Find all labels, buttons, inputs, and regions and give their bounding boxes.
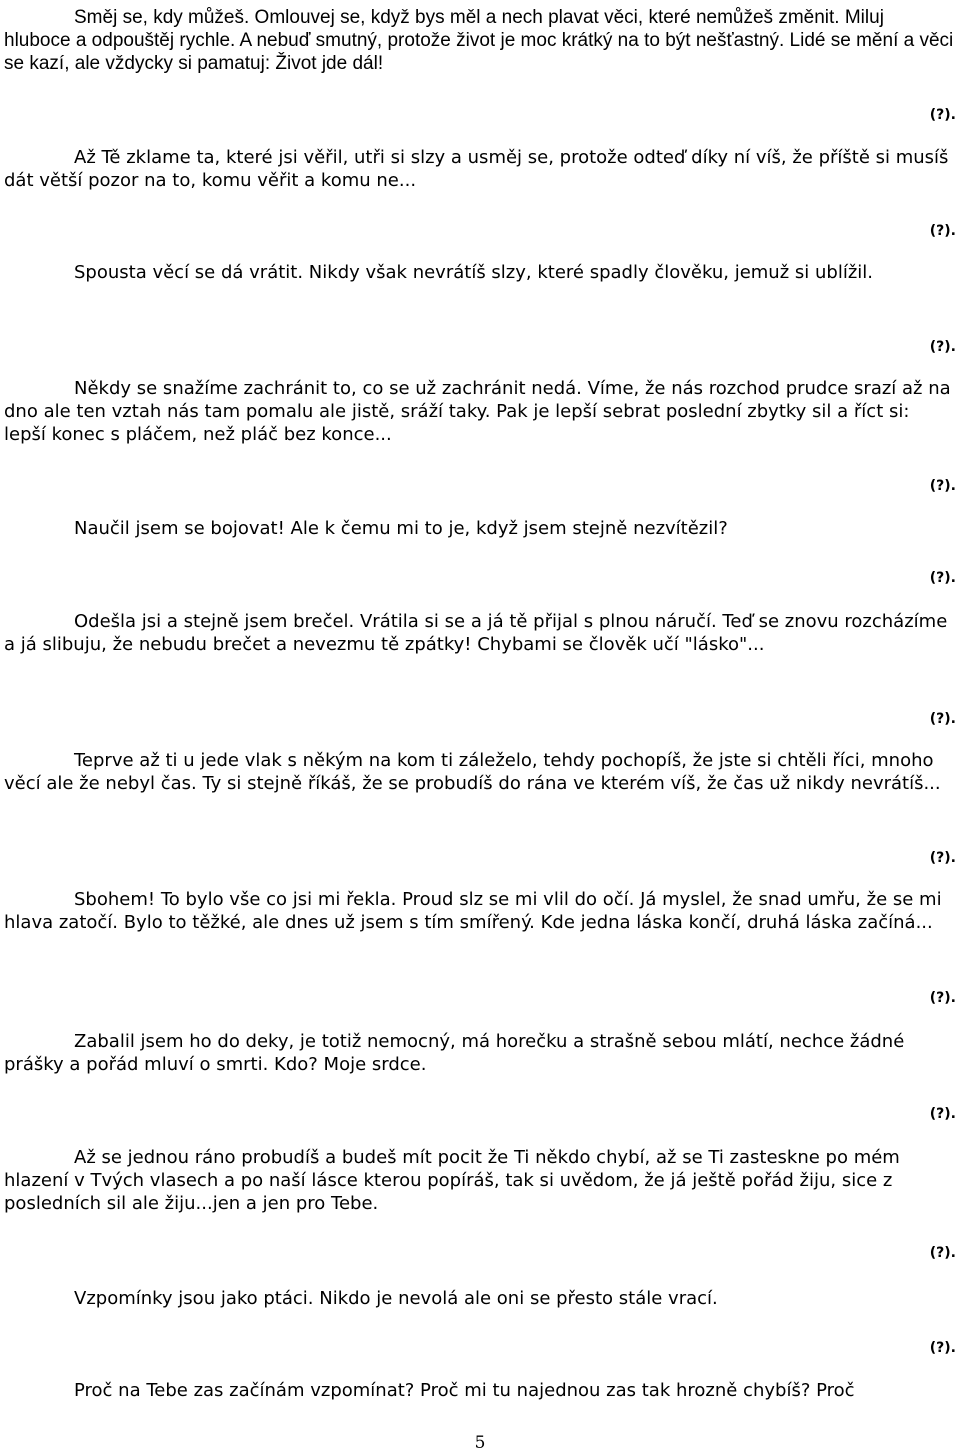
quote-paragraph-4: Někdy se snažíme zachránit to, co se už zachránit nedá. Víme, že nás rozchod prudce srazí až na dno ale ten vztah nás tam pomalu ale jistě, sráží taky. Pak je lepší sebrat poslední zbytky sil a říct si: lepší konec s pláčem, než pláč bez konce... [4,378,951,445]
quote-author-1: (?). [929,107,956,123]
quote-paragraph-3: Spousta věcí se dá vrátit. Nikdy však nevrátíš slzy, které spadly člověku, jemuž si ublížil. [74,262,873,283]
quote-paragraph-7: Teprve až ti u jede vlak s někým na kom ti záleželo, tehdy pochopíš, že jste si chtěli říci, mnoho věcí ale že nebyl čas. Ty si stejně říkáš, že se probudíš do rána ve kterém víš, že čas už nikdy nevrátíš... [4,750,941,794]
quote-paragraph-9: Zabalil jsem ho do deky, je totiž nemocný, má horečku a strašně sebou mlátí, nechce žádné prášky a pořád mluví o smrti. Kdo? Moje srdce. [4,1031,905,1075]
quote-paragraph-11: Vzpomínky jsou jako ptáci. Nikdo je nevolá ale oni se přesto stále vrací. [74,1288,718,1309]
quote-author-2: (?). [929,223,956,239]
quote-author-7: (?). [929,850,956,866]
quote-author-6: (?). [929,711,956,727]
quote-author-9: (?). [929,1106,956,1122]
quote-author-4: (?). [929,478,956,494]
quote-paragraph-6: Odešla jsi a stejně jsem brečel. Vrátila si se a já tě přijal s plnou náručí. Teď se znovu rozcházíme a já slibuju, že nebudu brečet a nevezmu tě zpátky! Chybami se člověk učí "lásko"... [4,611,948,655]
quote-author-8: (?). [929,990,956,1006]
quote-paragraph-8: Sbohem! To bylo vše co jsi mi řekla. Proud slz se mi vlil do očí. Já myslel, že snad umřu, že se mi hlava zatočí. Bylo to těžké, ale dnes už jsem s tím smířený. Kde jedna láska končí, druhá láska začíná... [4,889,942,933]
quote-author-11: (?). [929,1340,956,1356]
quote-author-5: (?). [929,570,956,586]
page-number: 5 [474,1433,486,1453]
quote-paragraph-10: Až se jednou ráno probudíš a budeš mít pocit že Ti někdo chybí, až se Ti zasteskne po mém hlazení v Tvých vlasech a po naší lásce kterou popíráš, tak si uvědom, že já ještě pořád žiju, sice z posledních sil ale žiju...jen a jen pro Tebe. [4,1147,900,1214]
quote-paragraph-1: Směj se, kdy můžeš. Omlouvej se, když bys měl a nech plavat věci, které nemůžeš změnit. Miluj hluboce a odpouštěj rychle. A nebuď smutný, protože život je moc krátký na to být nešťastný. Lidé se mění a věci se kazí, ale vždycky si pamatuj: Život jde dál! [4,7,954,74]
quote-author-3: (?). [929,339,956,355]
quote-paragraph-2: Až Tě zklame ta, které jsi věřil, utři si slzy a usměj se, protože odteď díky ní víš, že příště si musíš dát větší pozor na to, komu věřit a komu ne... [4,147,949,191]
quote-author-10: (?). [929,1245,956,1261]
quote-paragraph-12: Proč na Tebe zas začínám vzpomínat? Proč mi tu najednou zas tak hrozně chybíš? Proč [74,1380,855,1401]
quote-paragraph-5: Naučil jsem se bojovat! Ale k čemu mi to je, když jsem stejně nezvítězil? [74,518,728,539]
